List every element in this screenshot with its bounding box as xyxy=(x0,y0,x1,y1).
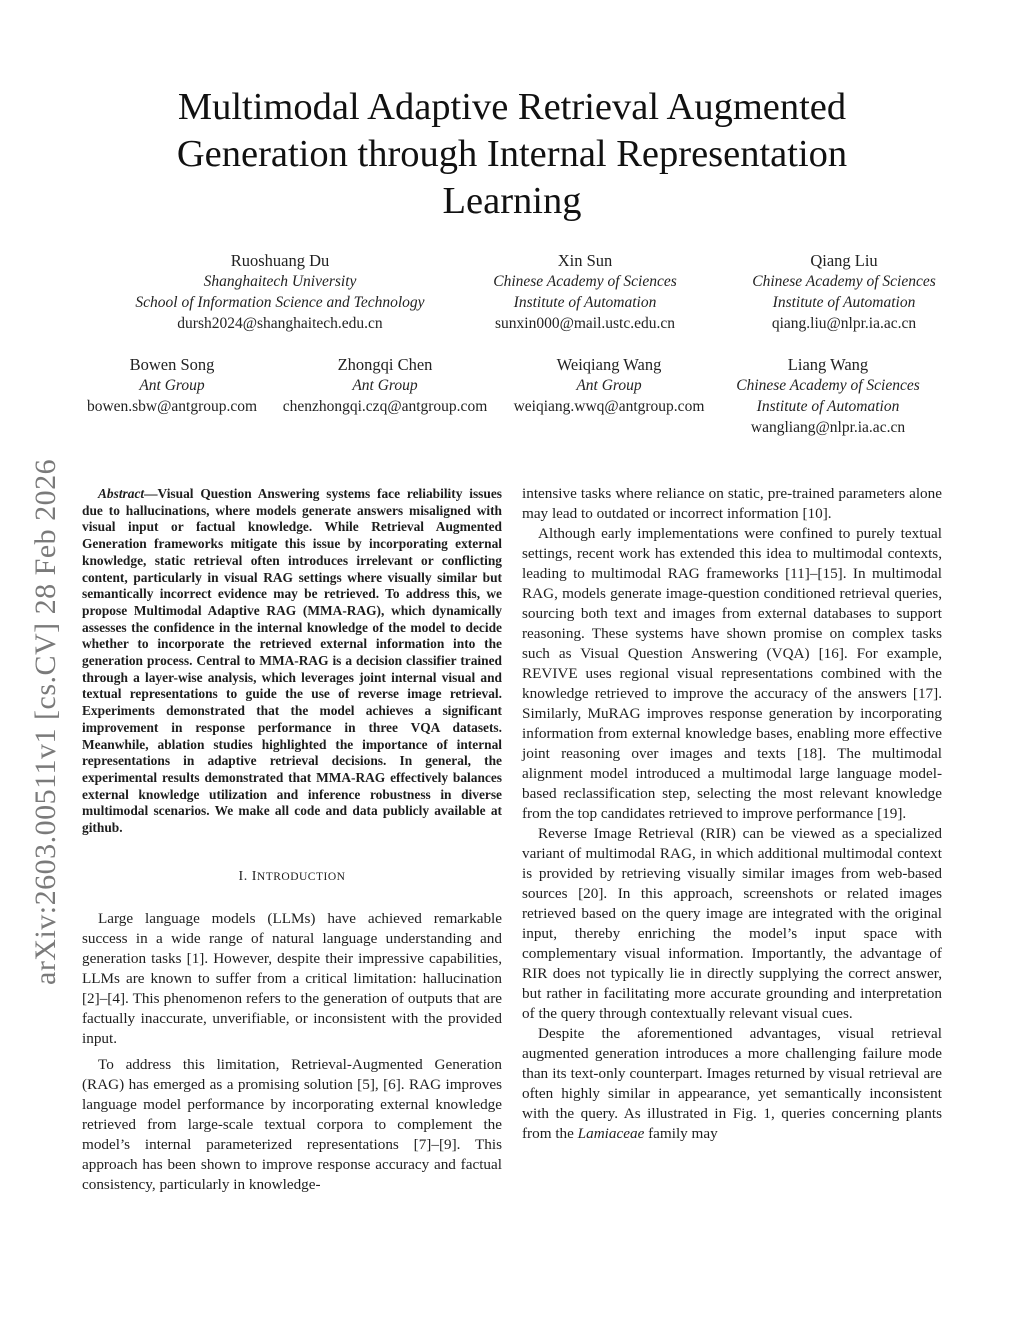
paragraph: Large language models (LLMs) have achieved remarkable success in a wide range of natural language understanding and generation tasks [1]. However, despite their impressive capabilities, LLMs are known to suffer from a critical limitation: hallucination [2]–[4]. This phenomenon refers to the generation of outputs that are factually inaccurate, unverifiable, or inconsistent with the provided input. xyxy=(82,909,502,1047)
author-block xyxy=(72,354,272,417)
author-block xyxy=(272,354,498,417)
author-affiliation: Ant Group xyxy=(576,377,642,394)
abstract-label: Abstract xyxy=(98,486,145,501)
section-rest: NTRODUCTION xyxy=(256,870,346,883)
italic-term: Lamiaceae xyxy=(577,1125,645,1142)
author-block xyxy=(724,250,964,334)
author-affiliation: Shanghaitech University xyxy=(203,273,357,290)
abstract-dash: — xyxy=(144,486,158,501)
paragraph: To address this limitation, Retrieval-Augmented Generation (RAG) has emerged as a promising solution [5], [6]. RAG improves language model performance by incorporating external knowledge retrieved from large-scale textual corpora to complement the model’s internal parameterized representations [7]–[9]. This approach has been shown to improve response accuracy and factual consistency, particularly in knowledge- xyxy=(82,1055,502,1193)
arxiv-stamp: arXiv:2603.00511v1 [cs.CV] 28 Feb 2026 xyxy=(29,458,62,985)
author-block xyxy=(716,354,940,438)
paragraph: Although early implementations were confined to purely textual settings, recent work has extended this idea to multimodal contexts, leading to multimodal RAG frameworks [11]–[15]. In multimodal RAG, models generate image-question conditioned retrieval queries, sourcing both text and images from external databases to support reasoning. These systems have shown promise on complex tasks such as Visual Question Answering (VQA) [16]. For example, REVIVE uses regional visual representations combined with the knowledge retrieved to improve the accuracy of the answers [17]. Similarly, MuRAG improves response generation by incorporating information from external knowledge bases, enabling more effective joint reasoning over images and texts [18]. The multimodal alignment model introduced a multimodal large language model-based reclassification step, selecting the most relevant knowledge from the top candidates retrieved to improve performance [19]. xyxy=(522,525,942,822)
author-block xyxy=(502,354,716,417)
author-name: Bowen Song xyxy=(129,355,215,374)
abstract-text: Visual Question Answering systems face reliability issues due to hallucinations, where models generate answers misaligned with visual input or factual knowledge. While Retrieval Augmented Generation frameworks mitigate this issue by incorporating external knowledge, static retrieval often introduces irrelevant or conflicting content, particularly in visual RAG settings where visually similar but semantically incorrect evidence may be retrieved. To address this, we propose Multimodal Adaptive RAG (MMA-RAG), which dynamically assesses the confidence in the internal knowledge of the model to decide whether to incorporate the retrieved external information into the generation process. Central to MMA-RAG is a decision classifier trained through a layer-wise analysis, which leverages joint internal visual and textual representations to guide the use of reverse image retrieval. Experiments demonstrated that the model achieves a significant improvement in response performance in three VQA datasets. Meanwhile, ablation studies highlighted the importance of internal representations in adaptive retrieval decisions. In general, the experimental results demonstrated that MMA-RAG effectively balances external knowledge utilization and inference robustness in diverse multimodal scenarios. We make all code and data publicly available at github. xyxy=(82,486,502,836)
author-block xyxy=(110,250,450,334)
paragraph-text: Despite the aforementioned advantages, visual retrieval augmented generation introduces a more challenging failure mode than its text-only counterpart. Images returned by visual retrieval are often highly similar in appearance, yet semantically inconsistent with the query. As illustrated in Fig. 1, queries concerning plants from the xyxy=(522,1025,942,1142)
author-affiliation: Chinese Academy of Sciences xyxy=(493,273,677,290)
abstract xyxy=(82,486,502,837)
author-email[interactable]: bowen.sbw@antgroup.com xyxy=(86,398,258,415)
paragraph-tail: family may xyxy=(648,1125,718,1142)
author-affiliation: Institute of Automation xyxy=(772,294,916,311)
author-name: Weiqiang Wang xyxy=(556,355,662,374)
right-column xyxy=(522,484,942,1144)
paragraph: intensive tasks where reliance on static, pre-trained parameters alone may lead to outdated or incorrect information [10]. xyxy=(522,485,942,522)
author-email[interactable]: weiqiang.wwq@antgroup.com xyxy=(513,398,705,415)
author-name: Xin Sun xyxy=(557,251,613,270)
section-initial: I xyxy=(251,868,257,884)
paper-title: Multimodal Adaptive Retrieval Augmented Generation through Internal Representation Learning xyxy=(176,86,848,222)
author-affiliation: Institute of Automation xyxy=(756,398,900,415)
section-heading xyxy=(82,867,502,887)
author-affiliation: Institute of Automation xyxy=(513,294,657,311)
author-name: Zhongqi Chen xyxy=(337,355,433,374)
author-email[interactable]: chenzhongqi.czq@antgroup.com xyxy=(282,398,488,415)
author-affiliation: Chinese Academy of Sciences xyxy=(736,377,920,394)
author-email[interactable]: sunxin000@mail.ustc.edu.cn xyxy=(494,315,675,332)
author-affiliation: Chinese Academy of Sciences xyxy=(752,273,936,290)
paragraph xyxy=(522,1024,942,1144)
author-affiliation: Ant Group xyxy=(352,377,418,394)
author-email[interactable]: wangliang@nlpr.ia.ac.cn xyxy=(750,419,906,436)
author-name: Qiang Liu xyxy=(810,251,878,270)
author-block xyxy=(470,250,700,334)
author-email[interactable]: dursh2024@shanghaitech.edu.cn xyxy=(177,315,383,332)
section-number: I. xyxy=(238,868,248,884)
author-email[interactable]: qiang.liu@nlpr.ia.ac.cn xyxy=(771,315,917,332)
author-affiliation: Ant Group xyxy=(139,377,205,394)
paragraph: Reverse Image Retrieval (RIR) can be viewed as a specialized variant of multimodal RAG, in which additional multimodal context is provided by retrieving visually similar images from web-based sources [20]. In this approach, screenshots or related images retrieved based on the query image are integrated with the original input, thereby enriching the model’s input space with complementary visual information. Importantly, the advantage of RIR does not typically lie in directly supplying the correct answer, but rather in facilitating more accurate grounding and interpretation of the query through contextually relevant visual cues. xyxy=(522,825,942,1022)
author-name: Liang Wang xyxy=(787,355,869,374)
author-affiliation: School of Information Science and Technology xyxy=(135,294,425,311)
author-name: Ruoshuang Du xyxy=(230,251,330,270)
left-column xyxy=(82,486,502,1195)
